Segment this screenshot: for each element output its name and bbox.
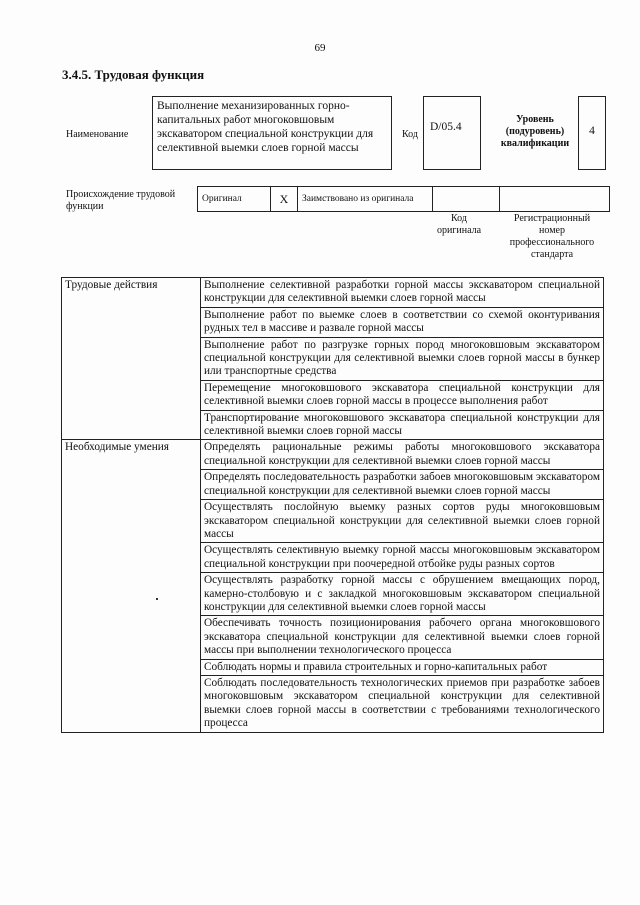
function-code-value: D/05.4 xyxy=(423,96,481,170)
category-labor-actions: Трудовые действия xyxy=(62,278,201,440)
original-code-cell xyxy=(433,187,500,212)
table-cell: Определять рациональные режимы работы многоковшового экскаватора специальной конструкции для селективной выемки слоев горной массы xyxy=(201,440,604,470)
function-name-value: Выполнение механизированных горно-капитальных работ многоковшовым экскаватором специальной конструкции для селективной выемки слоев горной массы xyxy=(152,96,392,170)
borrowed-label: Заимствовано из оригинала xyxy=(298,187,433,212)
origin-table xyxy=(197,186,610,212)
level-label: Уровень (подуровень) квалификации xyxy=(500,114,570,149)
code-label: Код xyxy=(402,129,418,140)
function-details-table xyxy=(61,277,604,733)
table-cell: Определять последовательность разработки забоев многоковшовым экскаватором специальной конструкции для селективной выемки слоев горной массы xyxy=(201,470,604,500)
page-number: 69 xyxy=(314,42,326,54)
table-cell: Соблюдать последовательность технологических приемов при разработке забоев многоковшовым экскаватором специальной конструкции для селективной выемки слоев горной массы в соответствии с требованиями технологического процесса xyxy=(201,675,604,732)
table-cell: Осуществлять послойную выемку разных сортов руды многоковшовым экскаватором специальной конструкции для селективной выемки слоев горной массы xyxy=(201,500,604,543)
table-cell: Выполнение работ по разгрузке горных пород многоковшовым экскаватором специальной конструкции для селективной выемки слоев горной массы в бункер или транспортные средства xyxy=(201,337,604,380)
original-label: Оригинал xyxy=(198,187,271,212)
table-cell: Соблюдать нормы и правила строительных и горно-капитальных работ xyxy=(201,659,604,675)
table-row xyxy=(62,440,604,470)
section-title: 3.4.5. Трудовая функция xyxy=(62,67,205,82)
code-caption: Код оригинала xyxy=(436,213,482,236)
qualification-level-value: 4 xyxy=(578,96,606,170)
registration-number-cell xyxy=(500,187,610,212)
table-cell: Осуществлять селективную выемку горной массы многоковшовым экскаватором специальной конструкции при поочередной отбойке руды разных сортов xyxy=(201,543,604,573)
table-cell: Осуществлять разработку горной массы с обрушением вмещающих пород, камерно-столбовую и с закладкой многоковшовым экскаватором специальной конструкции для селективной выемки слоев горной массы xyxy=(201,573,604,616)
category-required-skills: Необходимые умения xyxy=(62,440,201,732)
table-cell: Обеспечивать точность позиционирования рабочего органа многоковшового экскаватора специальной конструкции для селективной выемки слоев горной массы при выполнении технологического процесса xyxy=(201,616,604,659)
table-row xyxy=(62,278,604,308)
table-cell: Выполнение селективной разработки горной массы экскаватором специальной конструкции для селективной выемки слоев горной массы xyxy=(201,278,604,308)
name-label: Наименование xyxy=(66,129,129,140)
scan-speck xyxy=(156,598,158,600)
registration-caption: Регистрационный номер профессионального стандарта xyxy=(509,213,595,260)
original-mark: X xyxy=(271,187,298,212)
table-cell: Транспортирование многоковшового экскаватора специальной конструкции для селективной выемки слоев горной массы xyxy=(201,410,604,440)
origin-label: Происхождение трудовой функции xyxy=(66,189,176,212)
table-cell: Выполнение работ по выемке слоев в соответствии со схемой оконтуривания рудных тел в массиве и развале горной массы xyxy=(201,307,604,337)
table-cell: Перемещение многоковшового экскаватора специальной конструкции для селективной выемки слоев горной массы в процессе выполнения работ xyxy=(201,380,604,410)
